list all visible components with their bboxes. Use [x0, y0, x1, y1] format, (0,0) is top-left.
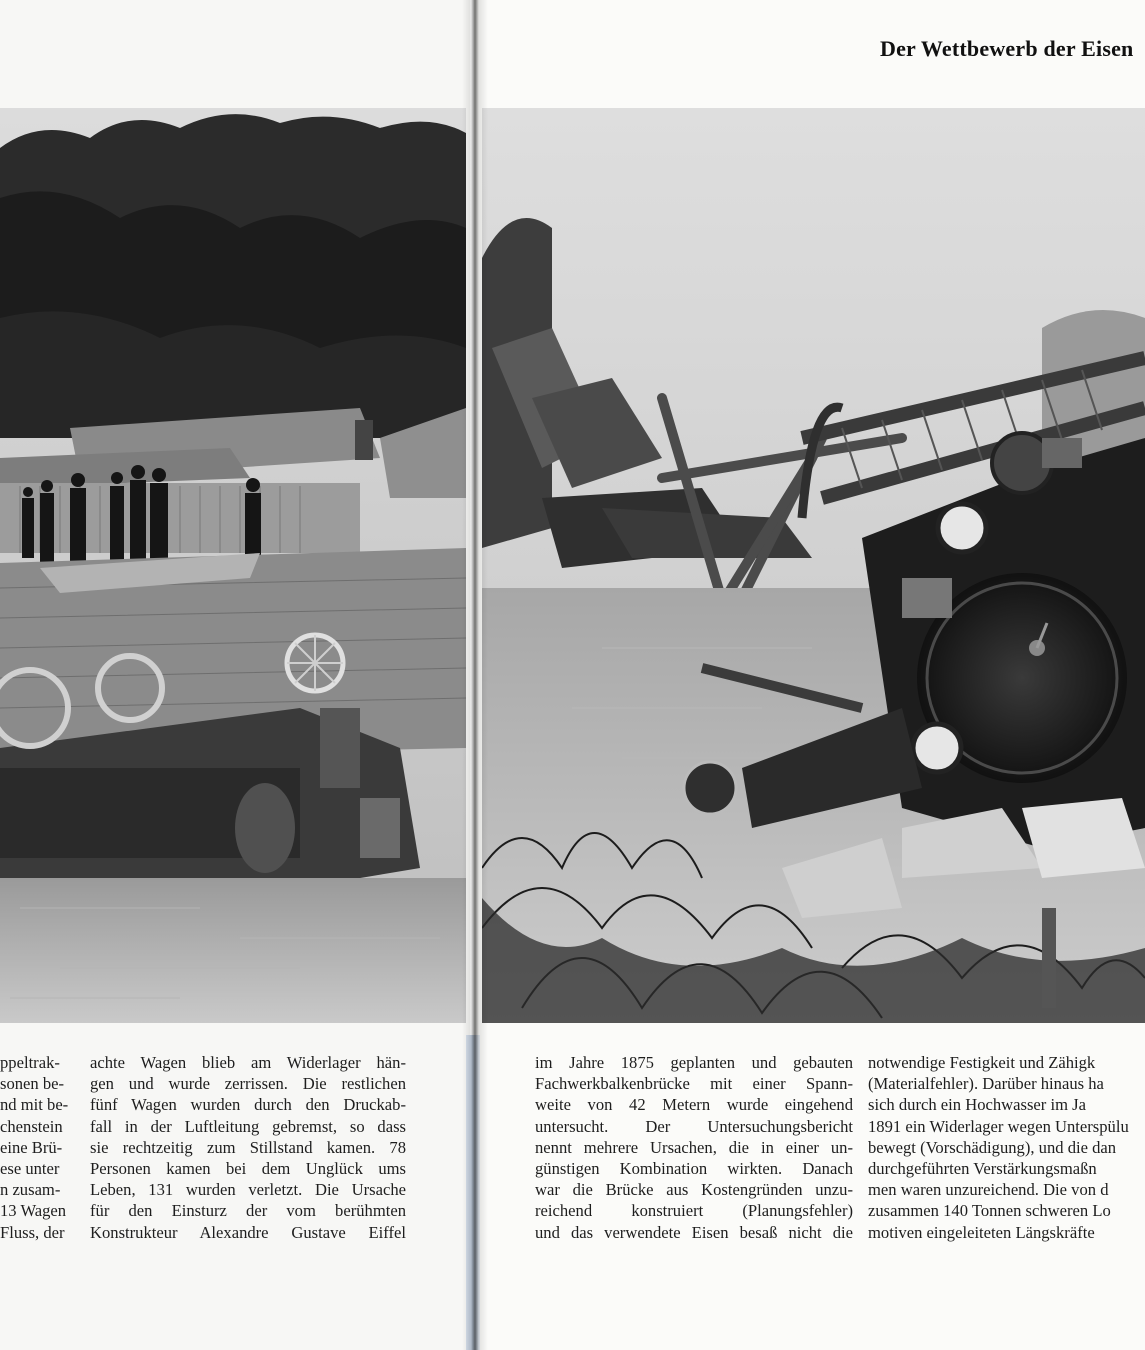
- text-line: gen und wurde zerrissen. Die restlichen: [90, 1074, 406, 1094]
- text-line: nd mit be-: [0, 1095, 69, 1115]
- collapsed-bridge-right-photo-icon: [482, 108, 1145, 1023]
- text-line: Leben, 131 wurden verletzt. Die Ursache: [90, 1180, 406, 1200]
- running-head: Der Wettbewerb der Eisen: [880, 36, 1134, 61]
- text-line: für den Einsturz der vom berühmten: [90, 1201, 406, 1221]
- text-line: und das verwendete Eisen besaß nicht die: [535, 1222, 853, 1242]
- text-line: untersucht. Der Untersuchungsbericht: [535, 1116, 853, 1136]
- text-line: sie rechtzeitig zum Stillstand kamen. 78: [90, 1137, 406, 1157]
- text-line: motiven eingeleiteten Längskräfte: [868, 1222, 1095, 1242]
- text-line: günstigen Kombination wirkten. Danach: [535, 1158, 853, 1178]
- text-line: chenstein: [0, 1116, 63, 1136]
- text-line: zusammen 140 Tonnen schweren Lo: [868, 1201, 1111, 1221]
- text-column-left: [90, 1052, 406, 1243]
- text-line: ese unter: [0, 1158, 60, 1178]
- text-column-left-partial: [0, 1052, 74, 1243]
- text-line: sich durch ein Hochwasser im Ja: [868, 1095, 1086, 1115]
- text-line: war die Brücke aus Kostengründen unzu-: [535, 1180, 853, 1200]
- photo-right: [482, 108, 1145, 1023]
- text-line: reichend konstruiert (Planungsfehler): [535, 1201, 853, 1221]
- text-line: men waren unzureichend. Die von d: [868, 1180, 1109, 1200]
- text-line: achte Wagen blieb am Widerlager hän-: [90, 1053, 406, 1072]
- text-line: im Jahre 1875 geplanten und gebauten: [535, 1053, 853, 1072]
- text-line: Fachwerkbalkenbrücke mit einer Spann-: [535, 1074, 853, 1094]
- text-line: Personen kamen bei dem Unglück ums: [90, 1158, 406, 1178]
- photo-left: [0, 108, 466, 1023]
- text-line: fünf Wagen wurden durch den Druckab-: [90, 1095, 406, 1115]
- text-line: nennt mehrere Ursachen, die in einer un-: [535, 1137, 853, 1157]
- text-line: Konstrukteur Alexandre Gustave Eiffel: [90, 1222, 406, 1242]
- text-line: weite von 42 Metern wurde eingehend: [535, 1095, 853, 1115]
- text-line: eine Brü-: [0, 1137, 63, 1157]
- text-column-right-partial: [868, 1052, 1145, 1243]
- text-line: notwendige Festigkeit und Zähigk: [868, 1053, 1096, 1072]
- text-line: (Materialfehler). Darüber hinaus ha: [868, 1074, 1104, 1094]
- text-line: sonen be-: [0, 1074, 65, 1094]
- text-column-right: [535, 1052, 853, 1243]
- collapsed-bridge-left-photo-icon: [0, 108, 466, 1023]
- text-line: 13 Wagen: [0, 1201, 67, 1221]
- text-line: 1891 ein Widerlager wegen Unterspülu: [868, 1116, 1129, 1136]
- book-gutter: [462, 0, 488, 1350]
- text-line: durchgeführten Verstärkungsmaßn: [868, 1158, 1097, 1178]
- text-line: fall in der Luftleitung gebremst, so dass: [90, 1116, 406, 1136]
- text-line: bewegt (Vorschädigung), und die dan: [868, 1137, 1117, 1157]
- text-line: n zusam-: [0, 1180, 61, 1200]
- text-line: ppeltrak-: [0, 1053, 60, 1072]
- text-line: Fluss, der: [0, 1222, 65, 1242]
